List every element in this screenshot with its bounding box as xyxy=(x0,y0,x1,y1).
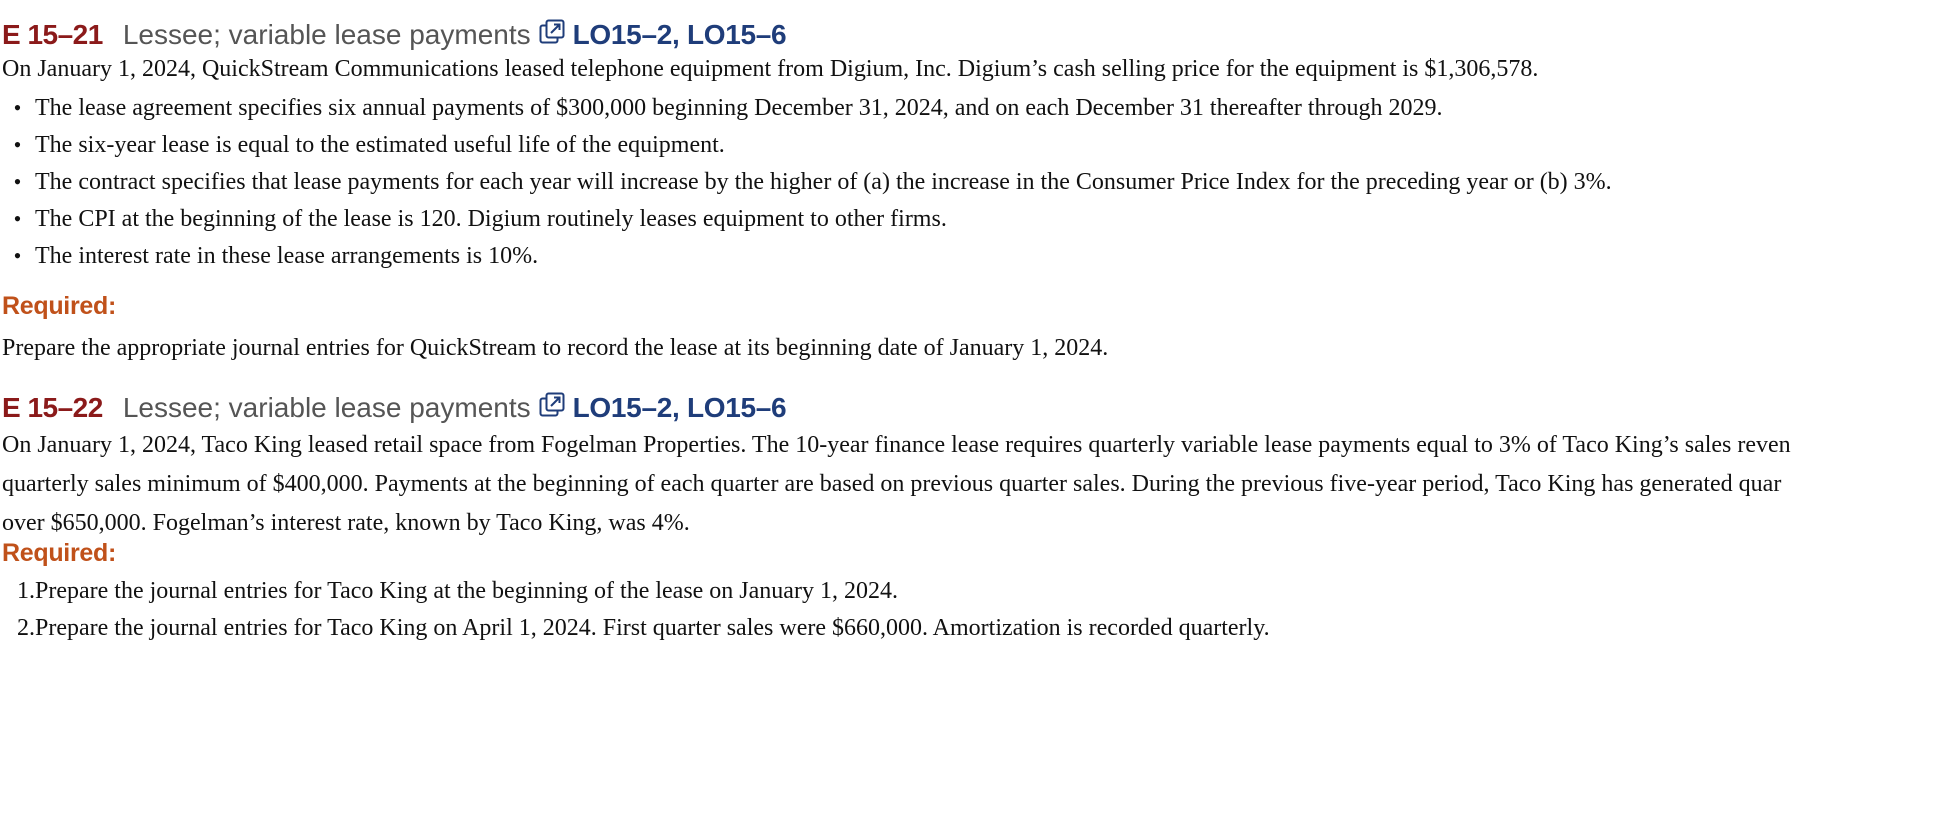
bullet-icon: • xyxy=(13,132,22,157)
list-item xyxy=(0,243,538,270)
exercise-title: Lessee; variable lease payments xyxy=(122,392,531,423)
required-text: Prepare the appropriate journal entries for QuickStream to record the lease at its beginning date of January 1, 2024. xyxy=(2,335,1109,361)
bullet-icon: • xyxy=(13,169,22,194)
bullet-text: The CPI at the beginning of the lease is 120. Digium routinely leases equipment to other firms. xyxy=(35,206,947,232)
bullet-icon: • xyxy=(13,243,22,268)
list-item xyxy=(0,615,1270,642)
required-heading: Required: xyxy=(2,292,116,320)
list-item xyxy=(0,578,898,605)
learning-objectives-link[interactable]: LO15–2, LO15–6 xyxy=(572,392,787,423)
requirement-text: Prepare the journal entries for Taco King on April 1, 2024. First quarter sales were $660,000. Amortization is recorded quarterly. xyxy=(35,615,1270,641)
exercise-title: Lessee; variable lease payments xyxy=(122,19,531,50)
exercise-header-e15-22 xyxy=(2,388,786,428)
list-item xyxy=(0,95,1443,122)
required-heading: Required: xyxy=(2,539,116,567)
list-item xyxy=(0,169,1612,196)
bullet-text: The six-year lease is equal to the estimated useful life of the equipment. xyxy=(35,132,725,158)
bullet-icon: • xyxy=(13,206,22,231)
exercise-intro xyxy=(2,426,1791,543)
external-link-icon[interactable] xyxy=(539,19,565,45)
list-item xyxy=(0,206,947,233)
intro-line: On January 1, 2024, Taco King leased retail space from Fogelman Properties. The 10-year finance lease requires quarterly variable lease payments equal to 3% of Taco King’s sales reven xyxy=(2,432,1791,458)
bullet-icon: • xyxy=(13,95,22,120)
exercise-number: E 15–21 xyxy=(2,19,103,50)
exercise-number: E 15–22 xyxy=(2,392,103,423)
exercise-header-e15-21 xyxy=(2,15,786,55)
intro-line: over $650,000. Fogelman’s interest rate, known by Taco King, was 4%. xyxy=(2,510,690,536)
list-number: 2. xyxy=(17,615,35,641)
list-number: 1. xyxy=(17,578,35,604)
learning-objectives-link[interactable]: LO15–2, LO15–6 xyxy=(572,19,787,50)
exercise-intro: On January 1, 2024, QuickStream Communications leased telephone equipment from Digium, Inc. Digium’s cash selling price for the equipment is $1,306,578. xyxy=(2,56,1539,82)
bullet-text: The interest rate in these lease arrangements is 10%. xyxy=(35,243,539,269)
requirement-text: Prepare the journal entries for Taco King at the beginning of the lease on January 1, 2024. xyxy=(35,578,898,604)
bullet-text: The lease agreement specifies six annual payments of $300,000 beginning December 31, 2024, and on each December 31 thereafter through 2029. xyxy=(35,95,1443,121)
bullet-text: The contract specifies that lease payments for each year will increase by the higher of (a) the increase in the Consumer Price Index for the preceding year or (b) 3%. xyxy=(35,169,1612,195)
external-link-icon[interactable] xyxy=(539,392,565,418)
list-item xyxy=(0,132,725,159)
intro-line: quarterly sales minimum of $400,000. Payments at the beginning of each quarter are based on previous quarter sales. During the previous five-year period, Taco King has generated quar xyxy=(2,471,1782,497)
